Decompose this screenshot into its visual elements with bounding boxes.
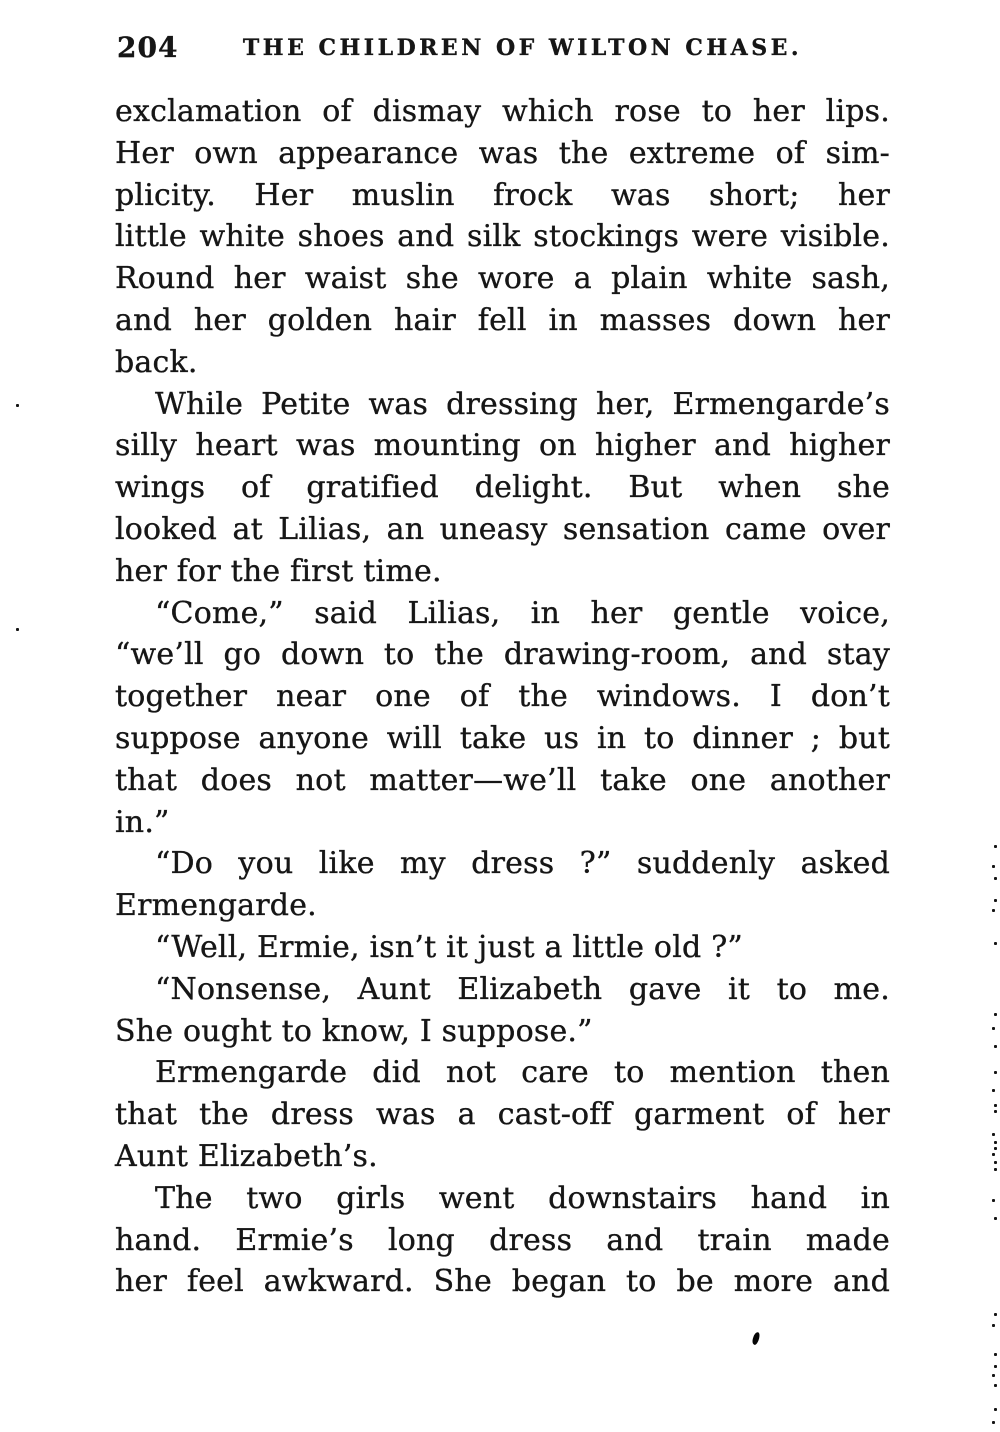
right-edge-speck xyxy=(994,877,997,880)
text-line: silly heart was mounting on higher and higher xyxy=(115,428,890,464)
right-edge-speck xyxy=(992,909,995,912)
right-edge-speck xyxy=(994,1013,997,1016)
text-line: hand. Ermie’s long dress and train made xyxy=(115,1222,890,1258)
right-edge-speck xyxy=(992,1199,995,1202)
text-line: “Do you like my dress ?” suddenly asked xyxy=(155,846,890,882)
right-edge-speck xyxy=(994,1353,997,1356)
text-line: “Well, Ermie, isn’t it just a little old ?” xyxy=(155,929,743,965)
text-line: “we’ll go down to the drawing-room, and stay xyxy=(115,637,890,673)
right-edge-speck xyxy=(992,1133,995,1136)
left-edge-speck xyxy=(16,628,19,631)
text-line: her for the first time. xyxy=(115,553,442,589)
right-edge-speck xyxy=(994,1141,997,1144)
right-edge-speck xyxy=(992,1324,995,1327)
right-edge-speck xyxy=(994,1161,997,1164)
right-edge-speck xyxy=(994,1147,997,1150)
right-edge-speck xyxy=(994,1168,997,1171)
text-line: Her own appearance was the extreme of sim- xyxy=(115,135,890,171)
right-edge-speck xyxy=(994,1408,997,1411)
right-edge-speck xyxy=(992,1027,995,1030)
text-line: in.” xyxy=(115,804,170,840)
text-line: that does not matter—we’ll take one another xyxy=(115,762,890,798)
text-line: Ermengarde did not care to mention then xyxy=(155,1055,890,1091)
right-edge-speck xyxy=(994,1384,997,1387)
text-line: The two girls went downstairs hand in xyxy=(155,1180,890,1216)
text-line: “Come,” said Lilias, in her gentle voice, xyxy=(155,595,890,631)
right-edge-speck xyxy=(992,1374,995,1377)
text-line: little white shoes and silk stockings were visible. xyxy=(115,219,890,255)
text-line: wings of gratified delight. But when she xyxy=(115,470,890,506)
right-edge-speck xyxy=(992,1421,995,1424)
right-edge-speck xyxy=(994,845,997,848)
right-edge-speck xyxy=(992,1153,995,1156)
right-edge-speck xyxy=(994,1217,997,1220)
text-line: looked at Lilias, an uneasy sensation came over xyxy=(115,511,890,547)
right-edge-speck xyxy=(994,1365,997,1368)
body-text xyxy=(115,91,890,1303)
text-line: and her golden hair fell in masses down her xyxy=(115,302,890,338)
text-line: exclamation of dismay which rose to her lips. xyxy=(115,94,890,129)
text-line: that the dress was a cast-off garment of her xyxy=(115,1097,890,1133)
right-edge-speck xyxy=(994,1313,997,1316)
right-edge-speck xyxy=(992,1089,995,1092)
text-line: her feel awkward. She began to be more and xyxy=(115,1264,890,1300)
text-line: “Nonsense, Aunt Elizabeth gave it to me. xyxy=(155,971,890,1007)
text-line: back. xyxy=(115,344,198,380)
text-line: While Petite was dressing her, Ermengarde’s xyxy=(155,386,890,422)
text-line: plicity. Her muslin frock was short; her xyxy=(115,177,890,213)
right-edge-speck xyxy=(992,865,995,868)
page-number: 204 xyxy=(117,31,179,64)
right-edge-speck xyxy=(994,1045,997,1048)
running-title: THE CHILDREN OF WILTON CHASE. xyxy=(242,35,803,61)
text-line: Ermengarde. xyxy=(115,888,317,924)
right-edge-speck xyxy=(994,1110,997,1113)
left-edge-speck xyxy=(16,404,19,407)
text-line: together near one of the windows. I don’t xyxy=(115,679,890,715)
right-edge-speck xyxy=(994,899,997,902)
text-line: She ought to know, I suppose.” xyxy=(115,1013,593,1049)
right-edge-speck xyxy=(994,1071,997,1074)
right-edge-speck xyxy=(994,1104,997,1107)
ink-speck xyxy=(752,1331,761,1345)
text-line: Round her waist she wore a plain white sash, xyxy=(115,261,890,297)
page-header xyxy=(115,30,890,66)
right-edge-speck xyxy=(994,942,997,945)
text-line: Aunt Elizabeth’s. xyxy=(115,1138,378,1174)
text-line: suppose anyone will take us in to dinner ; but xyxy=(115,720,890,756)
